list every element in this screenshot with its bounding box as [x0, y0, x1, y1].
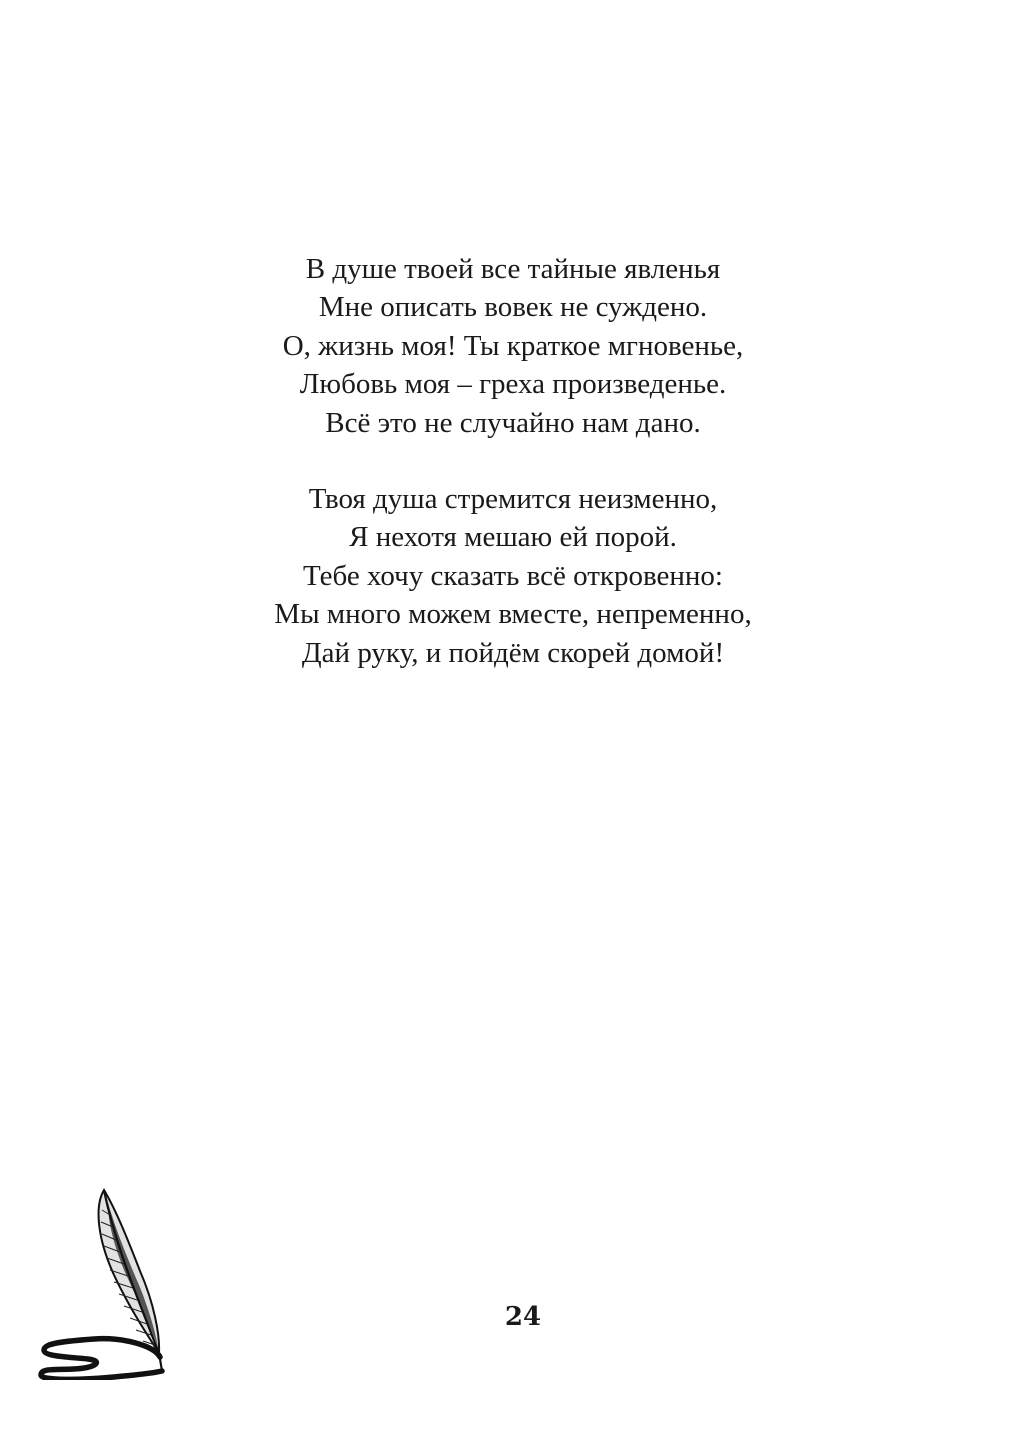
quill-pen-icon — [36, 1185, 171, 1380]
poem-stanza-2 — [0, 480, 1026, 672]
poem-line: Любовь моя – греха произведенье. — [299, 368, 727, 401]
poem-line: Твоя душа стремится неизменно, — [308, 483, 718, 515]
page-number: 24 — [504, 1302, 542, 1332]
poem-line: Дай руку, и пойдём скорей домой! — [301, 636, 725, 669]
poem-line: О, жизнь моя! Ты краткое мгновенье, — [282, 329, 744, 362]
poem-line: В душе твоей все тайные явленья — [305, 253, 721, 285]
poem-line: Тебе хочу сказать всё откровенно: — [303, 559, 723, 592]
poem-line: Мне описать вовек не суждено. — [318, 291, 708, 324]
poem-line: Я нехотя мешаю ей порой. — [349, 521, 677, 554]
poem-stanza-1 — [0, 250, 1026, 442]
poem-line: Всё это не случайно нам дано. — [325, 406, 701, 439]
poem-line: Мы много можем вместе, непременно, — [274, 598, 752, 631]
